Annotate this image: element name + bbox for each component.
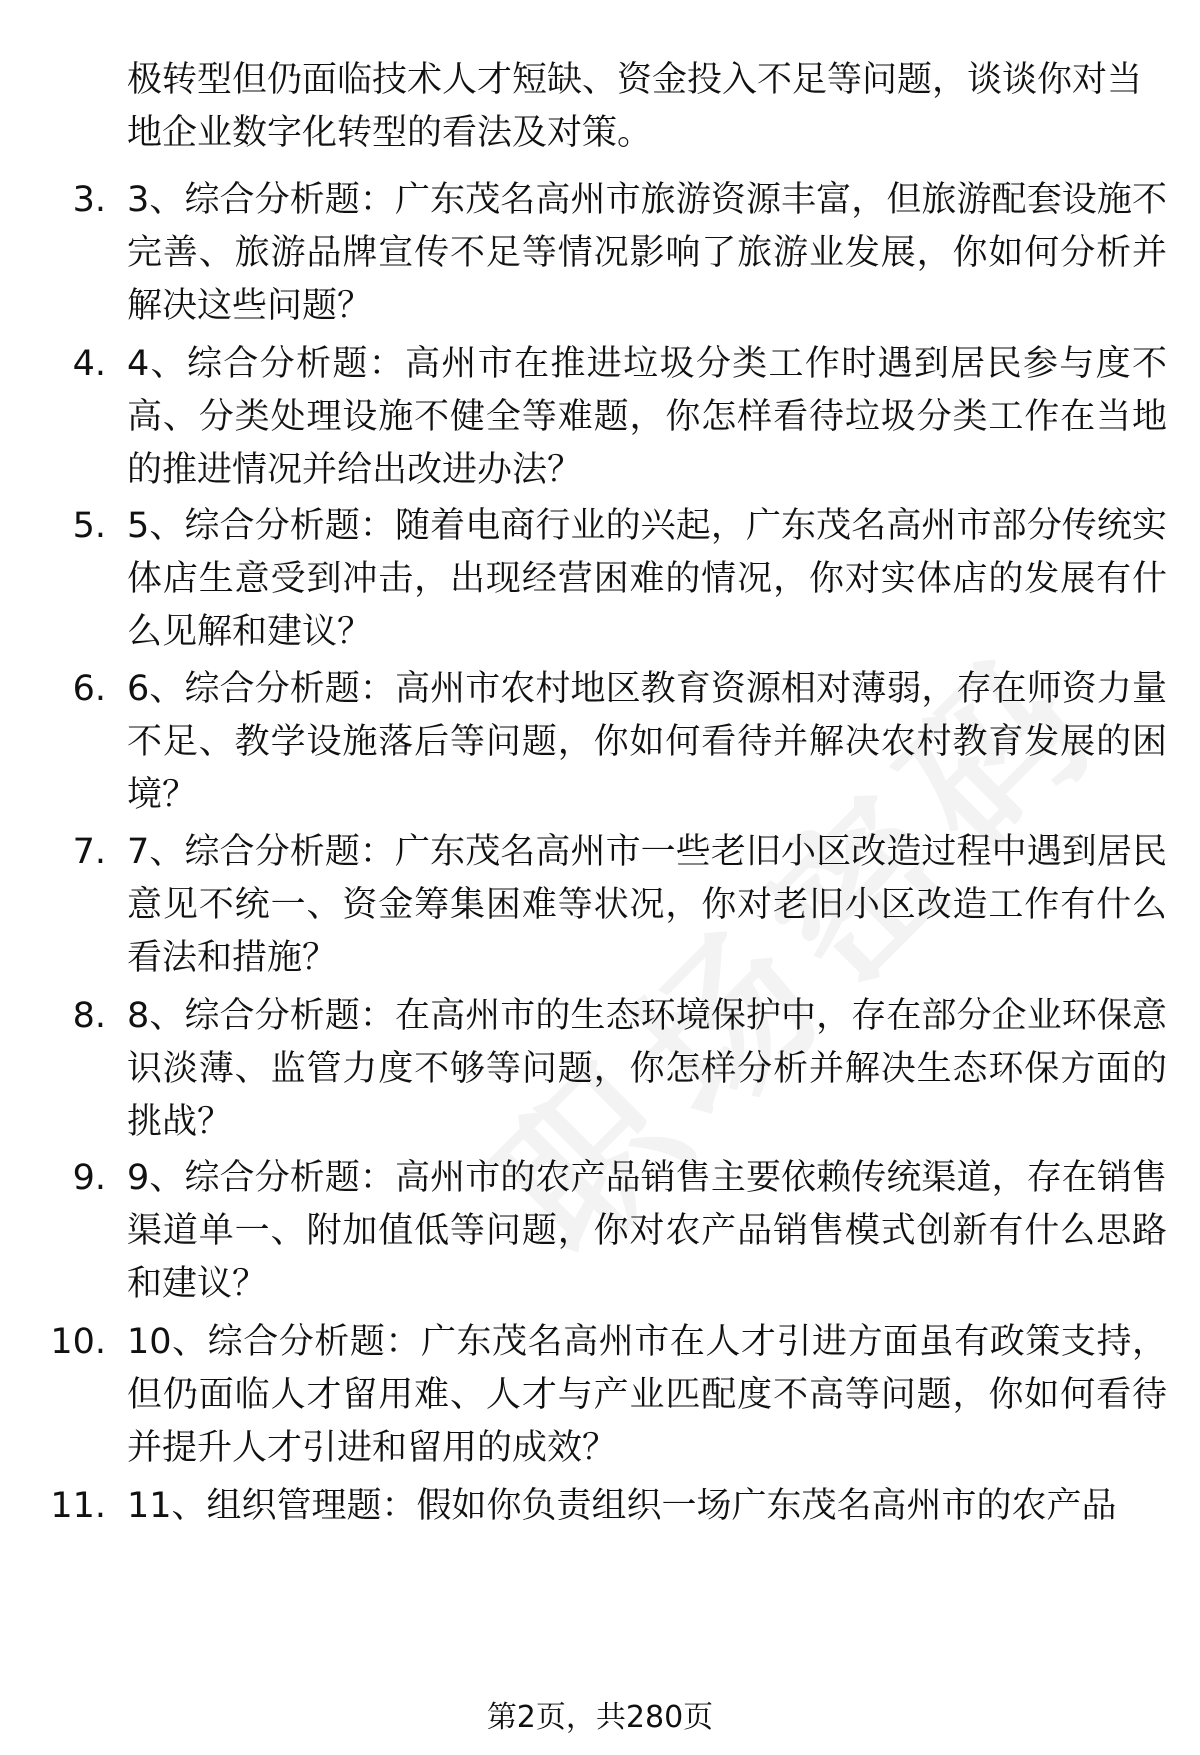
- list-item-text: 4、综合分析题：高州市在推进垃圾分类工作时遇到居民参与度不高、分类处理设施不健全等难题，你怎样看待垃圾分类工作在当地的推进情况并给出改进办法？: [127, 344, 1167, 490]
- list-item-number: 6.: [72, 669, 106, 709]
- list-item-text: 10、综合分析题：广东茂名高州市在人才引进方面虽有政策支持，但仍面临人才留用难、人才与产业匹配度不高等问题，你如何看待并提升人才引进和留用的成效？: [127, 1322, 1167, 1468]
- list-item-text: 6、综合分析题：高州市农村地区教育资源相对薄弱，存在师资力量不足、教学设施落后等问题，你如何看待并解决农村教育发展的困境？: [127, 669, 1167, 815]
- page-footer: 第2页，共280页: [486, 1700, 714, 1735]
- continuation-paragraph: 极转型但仍面临技术人才短缺、资金投入不足等问题，谈谈你对当地企业数字化转型的看法及对策。: [127, 60, 1143, 153]
- list-item-number: 8.: [72, 996, 106, 1036]
- list-item-number: 9.: [72, 1158, 106, 1198]
- list-item-text: 3、综合分析题：广东茂名高州市旅游资源丰富，但旅游配套设施不完善、旅游品牌宣传不足等情况影响了旅游业发展，你如何分析并解决这些问题？: [127, 180, 1167, 326]
- list-item-text: 8、综合分析题：在高州市的生态环境保护中，存在部分企业环保意识淡薄、监管力度不够等问题，你怎样分析并解决生态环保方面的挑战？: [127, 996, 1167, 1142]
- list-item-number: 5.: [72, 506, 106, 546]
- list-item-text: 5、综合分析题：随着电商行业的兴起，广东茂名高州市部分传统实体店生意受到冲击，出现经营困难的情况，你对实体店的发展有什么见解和建议？: [127, 506, 1167, 652]
- list-item-text: 7、综合分析题：广东茂名高州市一些老旧小区改造过程中遇到居民意见不统一、资金筹集困难等状况，你对老旧小区改造工作有什么看法和措施？: [127, 832, 1167, 978]
- list-item-number: 7.: [72, 832, 106, 872]
- list-item-text: 11、组织管理题：假如你负责组织一场广东茂名高州市的农产品: [127, 1486, 1117, 1526]
- list-item-number: 10.: [50, 1322, 106, 1362]
- list-item-number: 3.: [72, 180, 106, 220]
- list-item-text: 9、综合分析题：高州市的农产品销售主要依赖传统渠道，存在销售渠道单一、附加值低等问题，你对农产品销售模式创新有什么思路和建议？: [127, 1158, 1167, 1304]
- list-item-number: 4.: [72, 344, 106, 384]
- list-item-number: 11.: [50, 1486, 106, 1526]
